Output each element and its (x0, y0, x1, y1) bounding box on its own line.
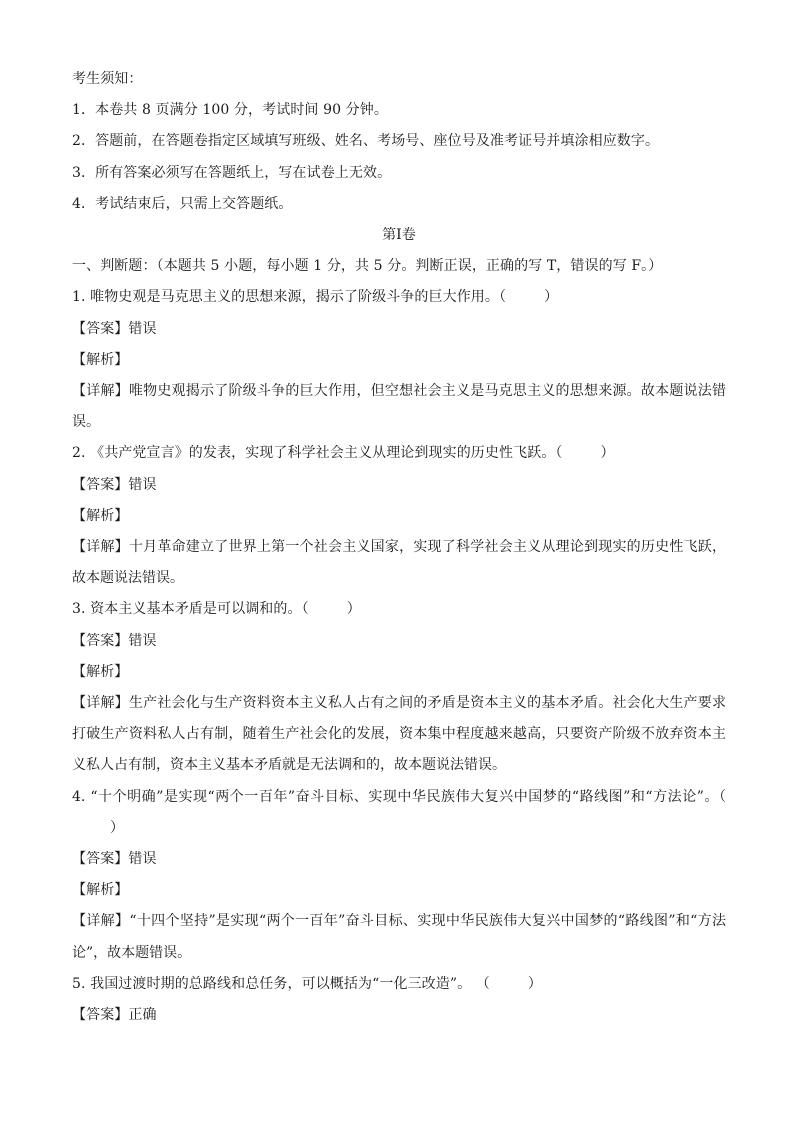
detail-text: 唯物史观揭示了阶级斗争的巨大作用，但空想社会主义是马克思主义的思想来源。故本题说法错误。 (72, 383, 726, 431)
detail-tag: 【详解】 (72, 383, 129, 400)
question-text: 5. 我国过渡时期的总路线和总任务，可以概括为“一化三改造”。 （ (72, 975, 490, 992)
question-paren-close: ） (527, 975, 542, 992)
notice-heading: 考生须知： (72, 71, 143, 87)
answer-line (72, 1000, 726, 1031)
detail-tag: 【详解】 (72, 913, 130, 930)
answer-tag: 【答案】 (72, 320, 129, 337)
answer-tag: 【答案】 (72, 632, 129, 649)
question-paren-close: ） (600, 445, 615, 462)
detail-text: 十月革命建立了世界上第一个社会主义国家，实现了科学社会主义从理论到现实的历史性飞跃，故本题说法错误。 (72, 539, 726, 587)
detail-text: 生产社会化与生产资料资本主义私人占有之间的矛盾是资本主义的基本矛盾。社会化大生产要求打破生产资料私人占有制，随着生产社会化的发展，资本集中程度越来越高，只要资产阶级不放弃资本主义私人占有制，资本主义基本矛盾就是无法调和的，故本题说法错误。 (72, 695, 726, 774)
answer-line (72, 314, 726, 345)
question-stem (72, 969, 726, 1000)
detail-paragraph (72, 688, 726, 782)
notice-item: 1．本卷共 8 页满分 100 分，考试时间 90 分钟。 (72, 102, 388, 119)
detail-tag: 【详解】 (72, 539, 129, 556)
question-stem (72, 594, 726, 625)
answer-tag: 【答案】 (72, 1007, 129, 1024)
detail-text: “十四个坚持”是实现“两个一百年”奋斗目标、实现中华民族伟大复兴中国梦的“路线图”和“方法论”，故本题错误。 (72, 913, 726, 961)
question-stem (72, 438, 726, 469)
question-text: 1. 唯物史观是马克思主义的思想来源，揭示了阶级斗争的巨大作用。（ (72, 289, 507, 306)
answer-line (72, 626, 726, 657)
answer-tag: 【答案】 (72, 851, 129, 868)
answer-value: 错误 (128, 851, 157, 868)
question-paren-close: ） (346, 601, 361, 618)
question-text: 3. 资本主义基本矛盾是可以调和的。（ (72, 601, 309, 618)
detail-paragraph (72, 906, 726, 968)
answer-value: 错误 (128, 320, 157, 337)
detail-paragraph (72, 532, 726, 594)
answer-value: 错误 (128, 476, 157, 493)
answer-tag: 【答案】 (72, 476, 129, 493)
analysis-tag: 【解析】 (72, 663, 129, 680)
answer-value: 错误 (128, 632, 157, 649)
analysis-tag: 【解析】 (72, 882, 129, 899)
volume-title: 第Ⅰ卷 (382, 227, 416, 244)
exam-page (72, 64, 726, 1031)
answer-value: 正确 (128, 1007, 157, 1024)
question-stem (72, 782, 726, 844)
detail-tag: 【详解】 (72, 695, 129, 712)
notice-item: 4．考试结束后，只需上交答题纸。 (72, 195, 293, 212)
question-stem (72, 282, 726, 313)
notice-item: 2．答题前，在答题卷指定区域填写班级、姓名、考场号、座位号及准考证号并填涂相应数字。 (72, 133, 660, 150)
section-heading: 一、判断题：（本题共 5 小题，每小题 1 分，共 5 分。判断正误，正确的写 T，错误的写 F。） (72, 258, 663, 275)
question-text: 4. “十个明确”是实现“两个一百年”奋斗目标、实现中华民族伟大复兴中国梦的“路线图”和“方法论”。（ (72, 788, 726, 805)
question-text: 2. 《共产党宣言》的发表，实现了科学社会主义从理论到现实的历史性飞跃。（ (72, 445, 563, 462)
analysis-tag: 【解析】 (72, 351, 129, 368)
detail-paragraph (72, 376, 726, 438)
question-paren-close: ） (110, 819, 124, 836)
question-paren-close: ） (544, 289, 559, 306)
answer-line (72, 470, 726, 501)
analysis-tag: 【解析】 (72, 507, 129, 524)
answer-line (72, 844, 726, 875)
notice-item: 3．所有答案必须写在答题纸上，写在试卷上无效。 (72, 164, 392, 181)
